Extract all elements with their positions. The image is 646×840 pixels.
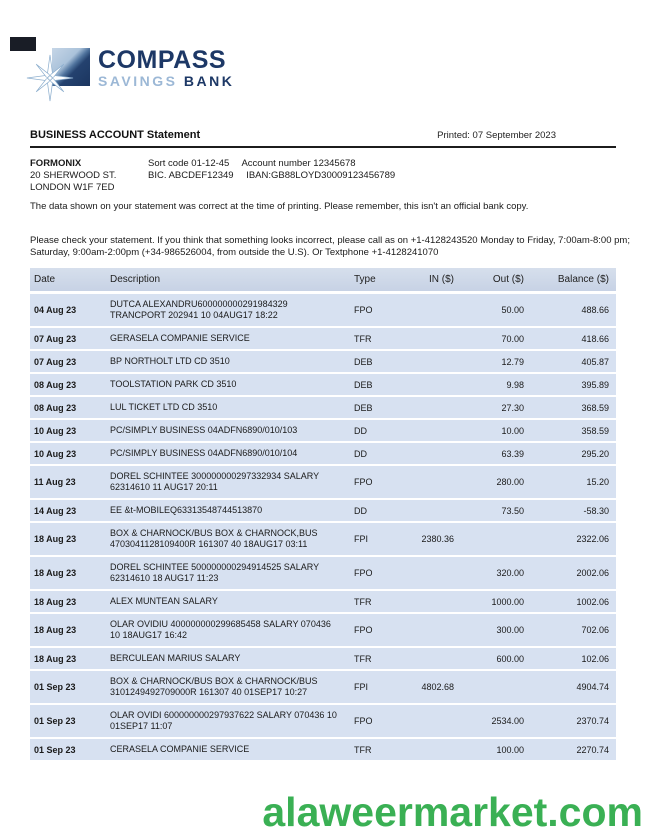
cell-description: PC/SIMPLY BUSINESS 04ADFN6890/010/104 [110,448,298,458]
cell-date: 01 Sep 23 [34,744,76,755]
sort-code: Sort code 01-12-45 [148,158,230,169]
cell-date: 10 Aug 23 [34,425,77,436]
cell-in: 2380.36 [421,534,454,544]
cell-in [400,745,454,755]
cell-out [454,682,524,692]
cell-out: 600.00 [496,653,524,664]
contact-notice: Please check your statement. If you think that something looks incorrect, please call as on +1-4128243520 Monday to Friday, 7:00am-8:00 pm; Saturday, 9:00am-2:00pm (+34-986526004, from outside the U.S). Or Textphone +1-4128241070 [30,235,630,258]
cell-type: DD [354,425,367,436]
cell-balance: 295.20 [581,448,609,459]
cell-balance: 2322.06 [576,534,609,544]
cell-date: 18 Aug 23 [34,653,77,664]
cell-balance: 102.06 [581,653,609,664]
account-details [148,158,395,194]
cell-out: 2534.00 [491,716,524,726]
cell-date: 18 Aug 23 [34,534,77,544]
cell-balance: 488.66 [581,305,609,315]
cell-out: 73.50 [501,505,524,516]
table-row [30,591,616,612]
account-details-line-2 [148,170,395,182]
cell-balance: 1002.06 [576,596,609,607]
address-line-1: 20 SHERWOOD ST. [30,170,117,181]
cell-type: FPO [354,568,373,578]
cell-balance: 4904.74 [576,682,609,692]
cell-date: 08 Aug 23 [34,402,77,413]
cell-out: 12.79 [501,356,524,367]
cell-type: TFR [354,596,372,607]
cell-date: 08 Aug 23 [34,379,77,390]
cell-type: DD [354,505,367,516]
cell-type: FPO [354,477,373,487]
table-row [30,328,616,349]
table-header-row [30,268,616,291]
cell-date: 14 Aug 23 [34,505,77,516]
cell-description: OLAR OVIDIU 400000000299685458 SALARY 070436 10 18AUG17 16:42 [110,619,331,640]
cell-description: BP NORTHOLT LTD CD 3510 [110,356,230,366]
table-row [30,443,616,464]
cell-out: 9.98 [506,379,524,390]
cell-type: FPO [354,625,373,635]
cell-balance: 15.20 [586,477,609,487]
table-row [30,500,616,521]
cell-description: TOOLSTATION PARK CD 3510 [110,379,237,389]
cell-in [400,477,454,487]
cell-description: OLAR OVIDI 600000000297937622 SALARY 070436 10 01SEP17 11:07 [110,710,337,731]
account-info-row [30,158,616,194]
cell-in: 4802.68 [421,682,454,692]
cell-description: EE &t-MOBILEQ63313548744513870 [110,505,263,515]
cell-out: 27.30 [501,402,524,413]
cell-date: 07 Aug 23 [34,333,77,344]
column-header-out: Out ($) [492,274,524,285]
table-row [30,374,616,395]
account-holder-name: FORMONIX [30,158,82,169]
account-number: Account number 12345678 [241,158,356,169]
cell-type: TFR [354,333,372,344]
compass-star-glyph [26,54,74,102]
cell-date: 01 Sep 23 [34,716,76,726]
cell-balance: 405.87 [581,356,609,367]
cell-balance: 2002.06 [576,568,609,578]
column-header-balance: Balance ($) [557,274,609,285]
bank-subtitle-savings: SAVINGS [98,73,178,89]
table-body [30,294,616,760]
bic: BIC. ABCDEF12349 [148,170,234,181]
cell-out: 320.00 [496,568,524,578]
cell-type: FPO [354,305,373,315]
table-row [30,671,616,703]
cell-balance: 2370.74 [576,716,609,726]
cell-type: DEB [354,402,373,413]
cell-in [400,426,454,436]
table-row [30,739,616,760]
table-row [30,557,616,589]
iban: IBAN:GB88LOYD30009123456789 [246,170,396,181]
cell-description: DOREL SCHINTEE 300000000297332934 SALARY 62314610 11 AUG17 20:11 [110,471,319,492]
column-header-description: Description [110,274,161,285]
statement-title: BUSINESS ACCOUNT Statement [30,129,201,141]
cell-out: 10.00 [501,425,524,436]
cell-date: 18 Aug 23 [34,625,77,635]
cell-type: FPO [354,716,373,726]
cell-balance: 395.89 [581,379,609,390]
cell-in [400,506,454,516]
cell-description: DOREL SCHINTEE 500000000294914525 SALARY 62314610 18 AUG17 11:23 [110,562,319,583]
cell-in [400,597,454,607]
cell-type: FPI [354,534,369,544]
cell-balance: 418.66 [581,333,609,344]
cell-out: 300.00 [496,625,524,635]
cell-description: BOX & CHARNOCK/BUS BOX & CHARNOCK/BUS 3101249492709000R 161307 40 01SEP17 10:27 [110,676,318,697]
cell-type: DEB [354,356,373,367]
cell-balance: -58.30 [583,505,609,516]
cell-date: 01 Sep 23 [34,682,76,692]
cell-description: GERASELA COMPANIE SERVICE [110,333,250,343]
table-row [30,648,616,669]
cell-out: 280.00 [496,477,524,487]
bank-subtitle [98,73,234,89]
table-row [30,397,616,418]
printed-date: Printed: 07 September 2023 [437,130,556,141]
cell-out: 1000.00 [491,596,524,607]
bank-logo [26,48,234,96]
cell-out: 100.00 [496,744,524,755]
cell-description: PC/SIMPLY BUSINESS 04ADFN6890/010/103 [110,425,298,435]
cell-in [400,449,454,459]
column-header-date: Date [34,274,56,285]
cell-balance: 2270.74 [576,744,609,755]
cell-type: TFR [354,744,372,755]
cell-date: 07 Aug 23 [34,356,77,367]
column-header-type: Type [354,274,376,285]
transactions-table [30,268,616,762]
cell-out: 63.39 [501,448,524,459]
cell-out: 50.00 [501,305,524,315]
cell-in [400,357,454,367]
cell-description: BERCULEAN MARIUS SALARY [110,653,241,663]
cell-in [400,380,454,390]
address-line-2: LONDON W1F 7ED [30,182,115,193]
cell-date: 11 Aug 23 [34,477,76,487]
cell-date: 10 Aug 23 [34,448,77,459]
cell-type: DD [354,448,367,459]
header-divider [30,146,616,148]
cell-description: BOX & CHARNOCK/BUS BOX & CHARNOCK,BUS 4703041128109400R 161307 40 18AUG17 03:11 [110,528,318,549]
cell-in [400,568,454,578]
cell-description: DUTCA ALEXANDRU600000000291984329 TRANCPORT 202941 10 04AUG17 18:22 [110,299,288,320]
compass-star-icon [26,48,96,96]
column-header-in: IN ($) [429,274,454,285]
cell-balance: 702.06 [581,625,609,635]
cell-description: LUL TICKET LTD CD 3510 [110,402,218,412]
account-details-line-1 [148,158,395,170]
table-row [30,420,616,441]
statement-title-row [30,129,616,141]
cell-in [400,334,454,344]
table-row [30,523,616,555]
cell-balance: 368.59 [581,402,609,413]
cell-date: 04 Aug 23 [34,305,77,315]
account-holder-address [30,158,148,194]
cell-balance: 358.59 [581,425,609,436]
accuracy-notice: The data shown on your statement was correct at the time of printing. Please remember, this isn't an official bank copy. [30,201,529,212]
cell-out [454,534,524,544]
cell-date: 18 Aug 23 [34,568,77,578]
bank-name: COMPASS [98,46,227,74]
cell-type: TFR [354,653,372,664]
cell-out: 70.00 [501,333,524,344]
table-row [30,705,616,737]
cell-in [400,625,454,635]
table-row [30,294,616,326]
cell-date: 18 Aug 23 [34,596,77,607]
cell-in [400,654,454,664]
logo-text [98,48,234,89]
cell-description: CERASELA COMPANIE SERVICE [110,744,250,754]
cell-description: ALEX MUNTEAN SALARY [110,596,218,606]
cell-type: FPI [354,682,369,692]
cell-in [400,305,454,315]
cell-in [400,403,454,413]
table-row [30,614,616,646]
bank-subtitle-bank: BANK [183,73,235,89]
cell-type: DEB [354,379,373,390]
watermark-text: alaweermarket.com [262,789,643,835]
table-row [30,466,616,498]
table-row [30,351,616,372]
cell-in [400,716,454,726]
